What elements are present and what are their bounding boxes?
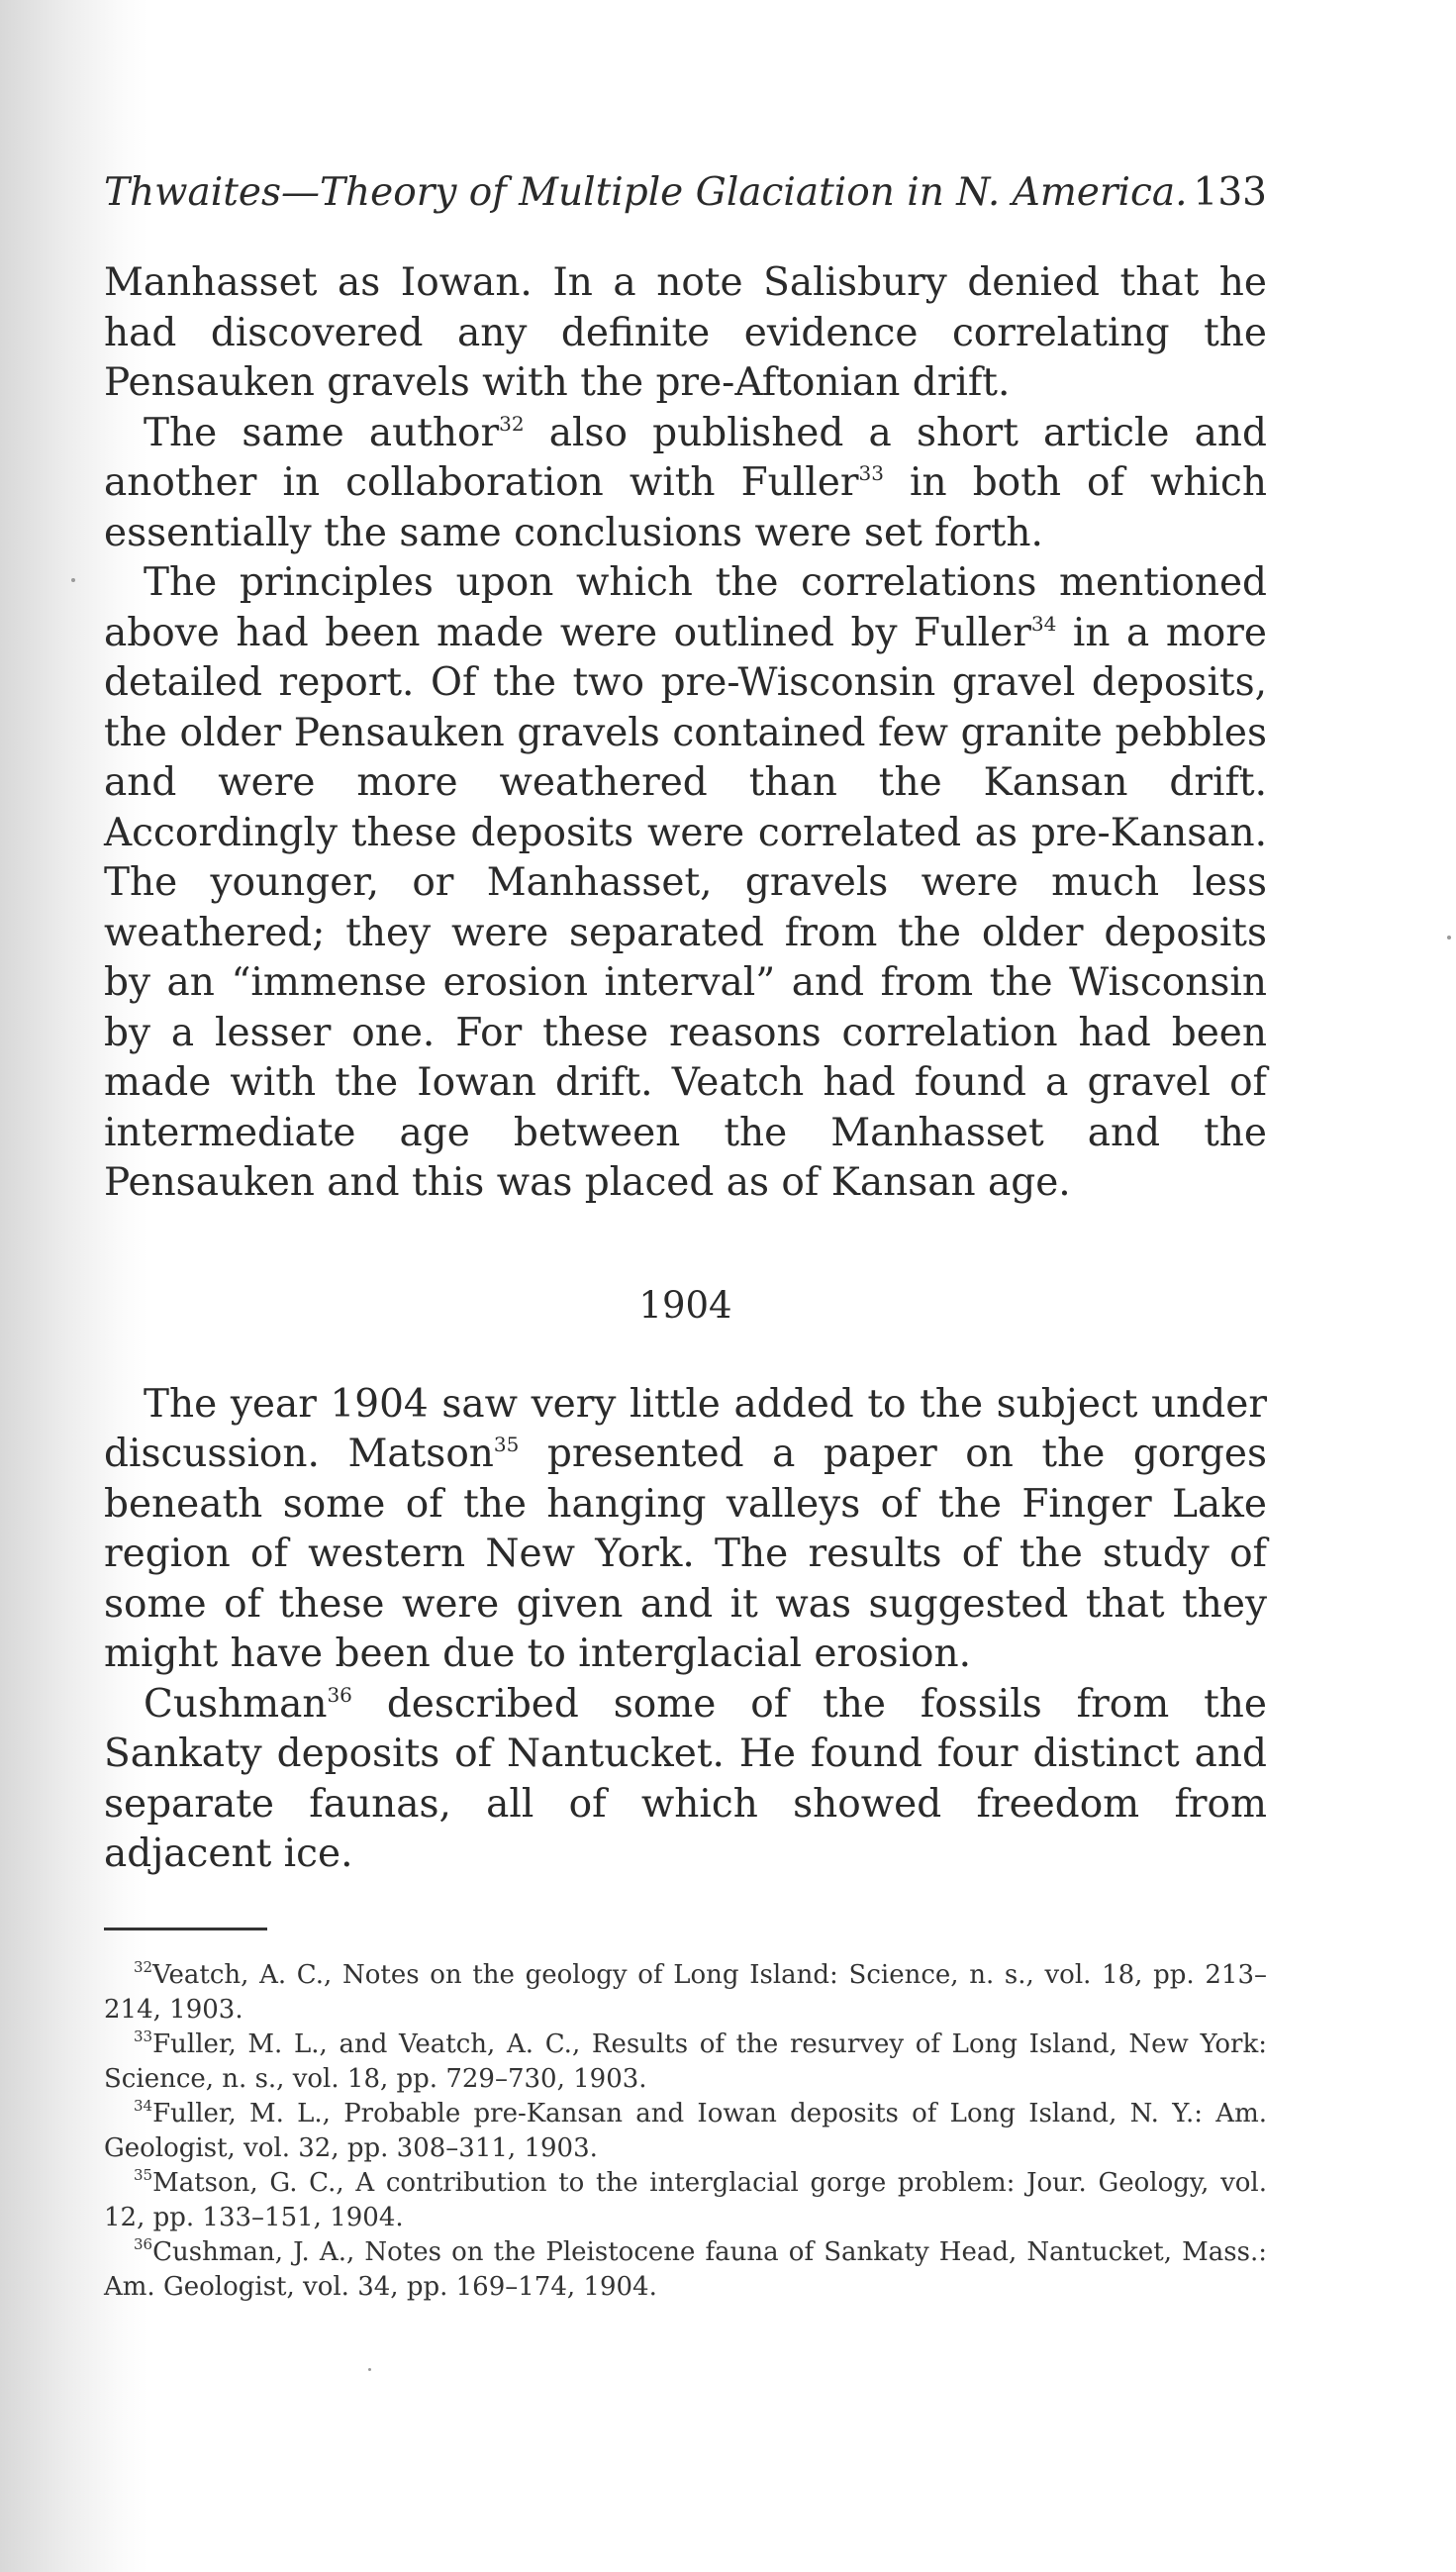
- running-head: [104, 170, 1267, 215]
- scan-speck: [71, 578, 75, 582]
- paragraph-cushman: [104, 1680, 1267, 1880]
- paragraph-text: Manhasset as Iowan. In a note Salisbury denied that he had discovered any definite evidence correlating the Pensauken gravels with the pre-Aftonian drift.: [104, 260, 1267, 405]
- footnotes: [104, 1958, 1267, 2305]
- footnote-text: Matson, G. C., A contribution to the interglacial gorge problem: Jour. Geology, vol. 12, pp. 133–151, 1904.: [104, 2167, 1267, 2232]
- footnote-text: Fuller, M. L., and Veatch, A. C., Results of the resurvey of Long Island, New York: Science, n. s., vol. 18, pp. 729–730, 1903.: [104, 2028, 1267, 2094]
- paragraph-text: presented a paper on the gorges beneath some of the hanging valleys of the Finger Lake region of western New York. The results of the study of some of these were given and it was suggested that they might have been due to interglacial erosion.: [104, 1432, 1267, 1676]
- footnote: [104, 2028, 1267, 2097]
- footnote-ref[interactable]: 33: [858, 461, 884, 485]
- paragraph-same-author: [104, 409, 1267, 559]
- paragraph-manhasset: [104, 258, 1267, 409]
- footnote: [104, 2235, 1267, 2305]
- paragraph-text: The same author: [144, 410, 500, 455]
- paragraph-text: The year 1904 saw very little added to the subject under discussion. Matson: [104, 1381, 1267, 1476]
- footnote-text: Veatch, A. C., Notes on the geology of Long Island: Science, n. s., vol. 18, pp. 213–214, 1903.: [104, 1959, 1267, 2025]
- paragraph-text: The principles upon which the correlations mentioned above had been made were outlined by Fuller: [104, 560, 1267, 655]
- paragraph-text: in a more detailed report. Of the two pre-Wisconsin gravel deposits, the older Pensauken gravels contained few granite pebbles and were more weathered than the Kansan drift. Accordingly these deposits were correlated as pre-Kansan. The younger, or Manhasset, gravels were much less weathered; they were separated from the older deposits by an “immense erosion interval” and from the Wisconsin by a lesser one. For these reasons correlation had been made with the Iowan drift. Veatch had found a gravel of intermediate age between the Manhasset and the Pensauken and this was placed as of Kansan age.: [104, 610, 1268, 1205]
- footnote-ref[interactable]: 35: [493, 1433, 520, 1456]
- footnote-number: 32: [134, 1957, 153, 1976]
- scan-speck: [1447, 936, 1451, 940]
- footnote: [104, 1958, 1267, 2028]
- footnote-ref[interactable]: 32: [499, 411, 525, 436]
- footnote-number: 36: [134, 2234, 153, 2253]
- paragraph-principles: [104, 558, 1267, 1209]
- footnote-text: Cushman, J. A., Notes on the Pleistocene fauna of Sankaty Head, Nantucket, Mass.: Am. Geologist, vol. 34, pp. 169–174, 1904.: [104, 2236, 1267, 2302]
- paragraph-year-1904: [104, 1380, 1267, 1680]
- footnote-ref[interactable]: 36: [327, 1682, 352, 1707]
- footnote-divider: [104, 1928, 267, 1930]
- footnote: [104, 2097, 1267, 2166]
- running-head-title: Thwaites—Theory of Multiple Glaciation in N. America.: [104, 170, 1188, 215]
- footnote-number: 33: [134, 2027, 153, 2045]
- paragraph-text: also published a short article and another in collaboration with Fuller: [104, 410, 1267, 505]
- paragraph-text: Cushman: [144, 1681, 328, 1727]
- book-page: [104, 170, 1267, 2305]
- footnote-number: 34: [134, 2096, 153, 2115]
- paragraph-text: in both of which essentially the same conclusions were set forth.: [104, 460, 1268, 555]
- scan-speck: [368, 2368, 371, 2371]
- footnote-text: Fuller, M. L., Probable pre-Kansan and Iowan deposits of Long Island, N. Y.: Am. Geologist, vol. 32, pp. 308–311, 1903.: [104, 2098, 1267, 2163]
- section-heading: 1904: [638, 1283, 732, 1327]
- page-number: 133: [1193, 170, 1267, 215]
- footnote-ref[interactable]: 34: [1030, 611, 1057, 636]
- footnote-number: 35: [134, 2165, 153, 2184]
- paragraph-text: described some of the fossils from the Sankaty deposits of Nantucket. He found four distinct and separate faunas, all of which showed freedom from adjacent ice.: [104, 1681, 1267, 1876]
- footnote: [104, 2166, 1267, 2235]
